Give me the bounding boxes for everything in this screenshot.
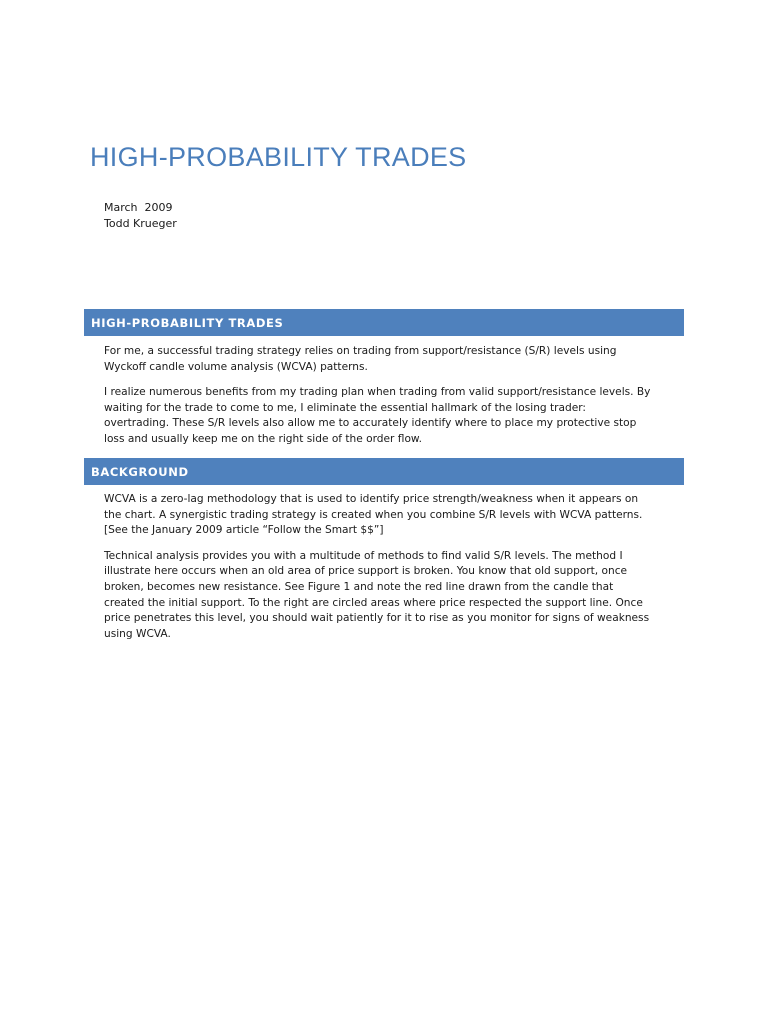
text-line: Technical analysis provides you with a multitude of methods to find valid S/R levels. The method I xyxy=(104,549,623,562)
text-line: Wyckoff candle volume analysis (WCVA) patterns. xyxy=(104,360,368,373)
text-line: broken, becomes new resistance. See Figure 1 and note the red line drawn from the candle that xyxy=(104,580,614,593)
document-meta xyxy=(104,200,177,232)
text-line: created the initial support. To the right are circled areas where price respected the support line. Once xyxy=(104,596,643,609)
section-heading-high-probability-trades xyxy=(84,309,684,336)
text-line: I realize numerous benefits from my trading plan when trading from valid support/resistance levels. By xyxy=(104,386,651,399)
text-line: For me, a successful trading strategy relies on trading from support/resistance (S/R) levels using xyxy=(104,345,617,357)
text-line: price penetrates this level, you should wait patiently for it to rise as you monitor for signs of weakness xyxy=(104,612,650,625)
text-line: waiting for the trade to come to me, I eliminate the essential hallmark of the losing trader: xyxy=(104,401,586,414)
section-body-background xyxy=(104,492,674,652)
paragraph xyxy=(104,549,674,643)
document-title: HIGH-PROBABILITY TRADES xyxy=(90,142,467,172)
text-line: WCVA is a zero-lag methodology that is used to identify price strength/weakness when it appears on xyxy=(104,493,639,505)
text-line: overtrading. These S/R levels also allow me to accurately identify where to place my protective stop xyxy=(104,417,637,430)
paragraph xyxy=(104,344,674,375)
paragraph xyxy=(104,385,674,447)
section-heading-text: BACKGROUND xyxy=(91,464,189,479)
text-line: loss and usually keep me on the right side of the order flow. xyxy=(104,432,422,445)
text-line: illustrate here occurs when an old area of price support is broken. You know that old support, once xyxy=(104,565,628,578)
section-heading-text: HIGH-PROBABILITY TRADES xyxy=(91,315,284,330)
document-date: March 2009 xyxy=(104,201,173,214)
section-body-high-probability-trades xyxy=(104,344,674,458)
section-heading-background xyxy=(84,458,684,485)
paragraph xyxy=(104,492,674,539)
document-author: Todd Krueger xyxy=(104,217,177,230)
text-line: using WCVA. xyxy=(104,627,171,640)
text-line: [See the January 2009 article “Follow the Smart $$”] xyxy=(104,524,384,537)
text-line: the chart. A synergistic trading strategy is created when you combine S/R levels with WCVA patterns. xyxy=(104,508,643,521)
